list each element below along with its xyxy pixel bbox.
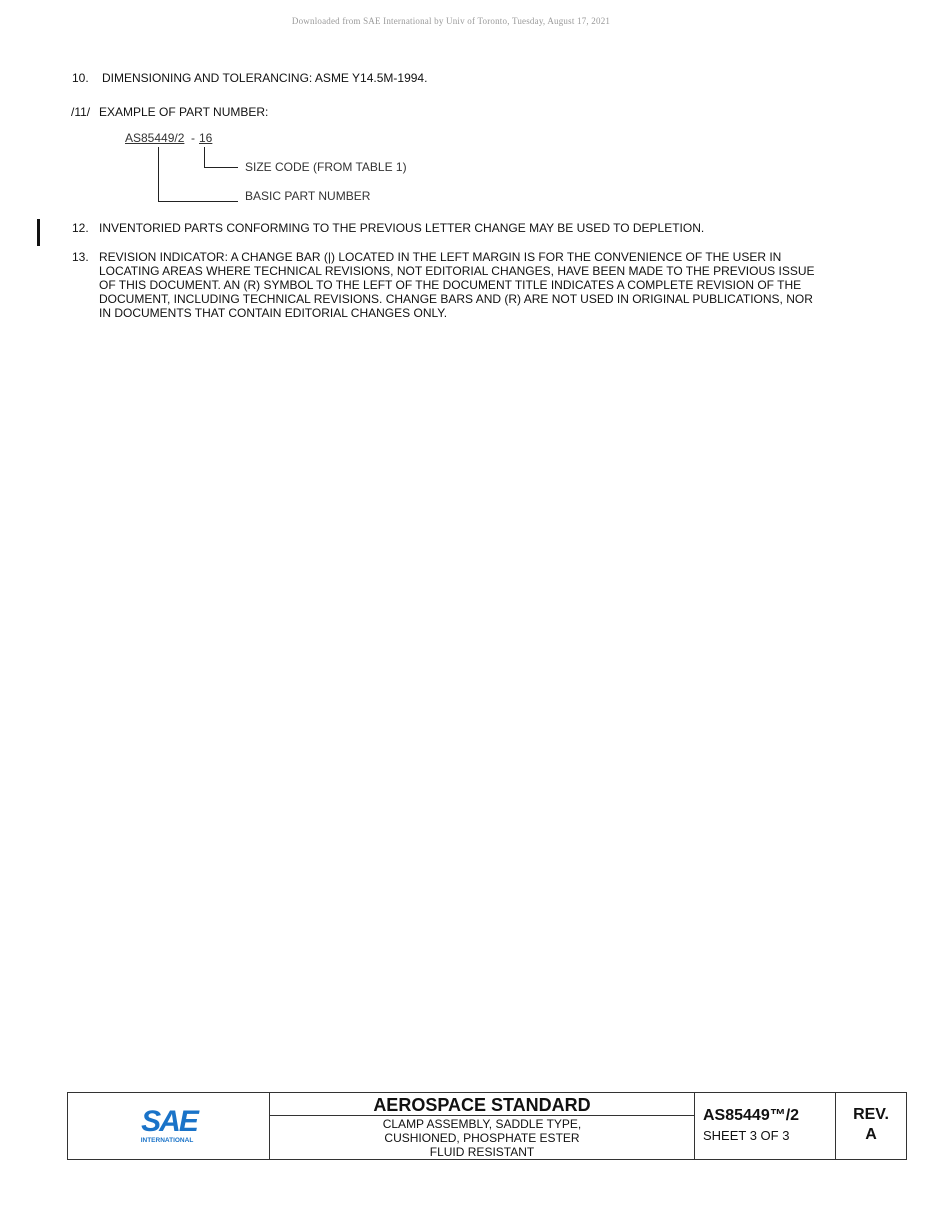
note-13 xyxy=(72,250,872,325)
description-line: CLAMP ASSEMBLY, SADDLE TYPE, xyxy=(382,1117,582,1131)
note-12-number: 12. xyxy=(72,221,89,235)
sheet-indicator: SHEET 3 OF 3 xyxy=(703,1128,790,1143)
title-block xyxy=(67,1092,907,1160)
basic-part-number-value: AS85449/2 xyxy=(125,131,185,145)
note-13-line: DOCUMENT, INCLUDING TECHNICAL REVISIONS. CHANGE BARS AND (R) ARE NOT USED IN ORIGINAL PUBLICATIONS, NOR xyxy=(99,292,813,306)
title-block-revision-cell xyxy=(836,1093,906,1159)
note-13-line: LOCATING AREAS WHERE TECHNICAL REVISIONS, NOT EDITORIAL CHANGES, HAVE BEEN MADE TO THE PREVIOUS ISSUE xyxy=(99,264,815,278)
note-10-number: 10. xyxy=(72,71,89,85)
note-13-line: IN DOCUMENTS THAT CONTAIN EDITORIAL CHANGES ONLY. xyxy=(99,306,448,320)
sae-logo-icon xyxy=(136,1103,202,1147)
basic-part-number-label: BASIC PART NUMBER xyxy=(245,189,371,203)
sae-logo-text: SAE xyxy=(141,1105,197,1138)
title-block-title-cell xyxy=(270,1093,695,1159)
size-code-label: SIZE CODE (FROM TABLE 1) xyxy=(245,160,407,174)
size-leader-vertical xyxy=(204,147,205,167)
base-leader-vertical xyxy=(158,147,159,201)
description-line: CUSHIONED, PHOSPHATE ESTER xyxy=(384,1131,580,1145)
note-10-text: DIMENSIONING AND TOLERANCING: ASME Y14.5M-1994. xyxy=(102,71,428,85)
note-11-number: /11/ xyxy=(71,105,91,119)
title-block-logo-cell xyxy=(68,1093,270,1159)
size-leader-horizontal xyxy=(204,167,238,168)
revision-label: REV. xyxy=(853,1106,889,1123)
standard-heading: AEROSPACE STANDARD xyxy=(270,1093,694,1116)
base-leader-horizontal xyxy=(158,201,238,202)
size-code-value: 16 xyxy=(199,131,213,145)
note-11-text: EXAMPLE OF PART NUMBER: xyxy=(99,105,269,119)
part-number-diagram xyxy=(0,0,950,230)
note-13-line: REVISION INDICATOR: A CHANGE BAR (|) LOCATED IN THE LEFT MARGIN IS FOR THE CONVENIENCE OF THE USER IN xyxy=(99,250,782,264)
document-description xyxy=(270,1117,694,1159)
title-block-document-cell xyxy=(695,1093,836,1159)
note-13-number: 13. xyxy=(72,250,89,264)
revision-value: A xyxy=(865,1126,877,1143)
description-line: FLUID RESISTANT xyxy=(429,1145,535,1159)
note-13-text xyxy=(99,250,859,320)
download-watermark: Downloaded from SAE International by Univ of Toronto, Tuesday, August 17, 2021 xyxy=(291,16,611,26)
document-number: AS85449™/2 xyxy=(703,1107,800,1124)
part-number-dash: - xyxy=(191,131,195,145)
note-12 xyxy=(72,221,872,237)
note-13-line: OF THIS DOCUMENT. AN (R) SYMBOL TO THE LEFT OF THE DOCUMENT TITLE INDICATES A COMPLETE REVISION OF THE xyxy=(99,278,802,292)
note-12-text: INVENTORIED PARTS CONFORMING TO THE PREVIOUS LETTER CHANGE MAY BE USED TO DEPLETION. xyxy=(99,221,705,235)
revision-indicator xyxy=(836,1105,906,1145)
revision-change-bar xyxy=(37,219,40,246)
sae-logo-subtext: INTERNATIONAL xyxy=(140,1137,194,1144)
